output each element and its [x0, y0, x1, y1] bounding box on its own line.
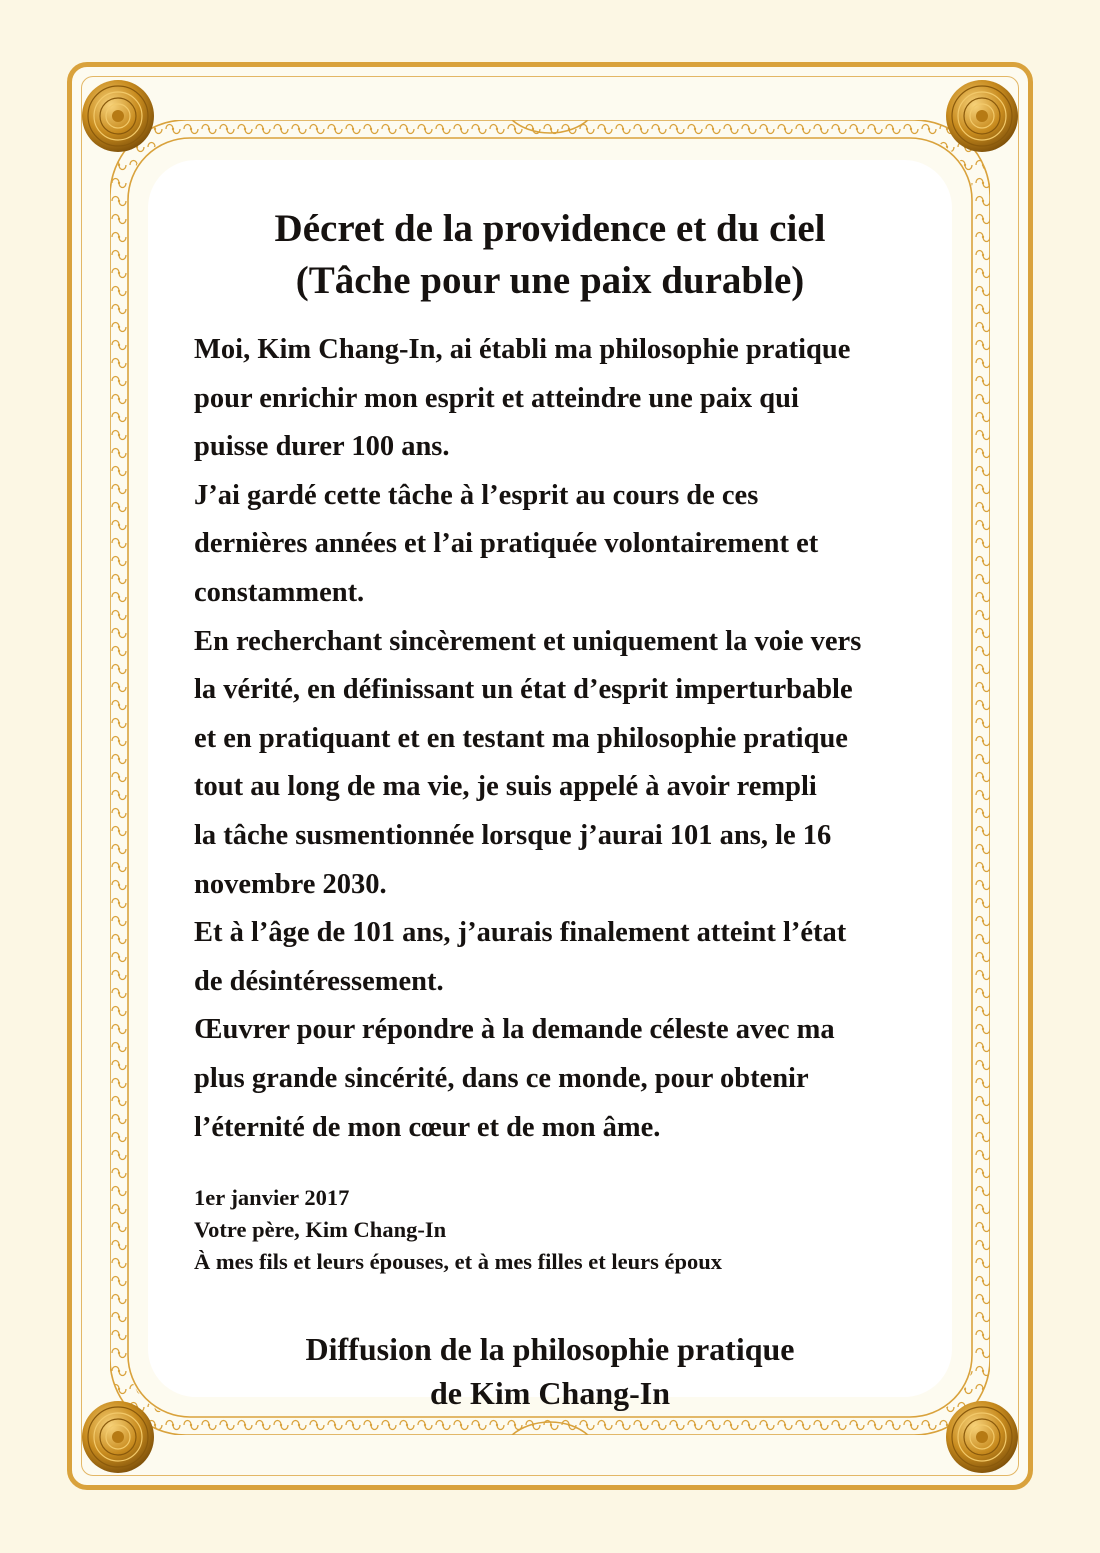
signature-from: Votre père, Kim Chang-In — [194, 1217, 447, 1242]
footer-line: Diffusion de la philosophie pratique — [305, 1331, 795, 1367]
body-line: J’ai gardé cette tâche à l’esprit au cours de ces — [194, 479, 759, 511]
body-line: de désintéressement. — [194, 965, 444, 997]
signature-date: 1er janvier 2017 — [194, 1185, 350, 1210]
body-line: la vérité, en définissant un état d’esprit imperturbable — [194, 674, 853, 706]
body-line: Et à l’âge de 101 ans, j’aurais finalement atteint l’état — [194, 917, 847, 949]
body-line: En recherchant sincèrement et uniquement la voie vers — [194, 625, 862, 657]
corner-medallion-icon — [80, 1399, 156, 1475]
document-title — [150, 203, 950, 307]
body-line: et en pratiquant et en testant ma philosophie pratique — [194, 722, 848, 754]
title-line: Décret de la providence et du ciel — [274, 207, 826, 250]
body-line: tout au long de ma vie, je suis appelé à avoir rempli — [194, 771, 817, 803]
corner-medallion-icon — [944, 78, 1020, 154]
body-line: dernières années et l’ai pratiquée volontairement et — [194, 528, 819, 560]
body-line: la tâche susmentionnée lorsque j’aurai 101 ans, le 16 — [194, 819, 832, 851]
signature-to: À mes fils et leurs épouses, et à mes filles et leurs époux — [194, 1249, 723, 1274]
corner-medallion-icon — [944, 1399, 1020, 1475]
body-line: pour enrichir mon esprit et atteindre une paix qui — [194, 382, 799, 414]
title-line: (Tâche pour une paix durable) — [295, 259, 805, 302]
footer-title — [150, 1327, 950, 1415]
body-line: puisse durer 100 ans. — [194, 431, 450, 463]
body-line: l’éternité de mon cœur et de mon âme. — [194, 1111, 661, 1143]
body-line: Moi, Kim Chang-In, ai établi ma philosophie pratique — [194, 334, 851, 365]
body-line: novembre 2030. — [194, 868, 387, 900]
signature-block — [194, 1182, 924, 1278]
body-line: constamment. — [194, 576, 365, 608]
body-line: plus grande sincérité, dans ce monde, pour obtenir — [194, 1062, 809, 1094]
document-body — [194, 326, 924, 1152]
body-line: Œuvrer pour répondre à la demande céleste avec ma — [194, 1014, 835, 1046]
corner-medallion-icon — [80, 78, 156, 154]
footer-line: de Kim Chang-In — [429, 1375, 671, 1411]
